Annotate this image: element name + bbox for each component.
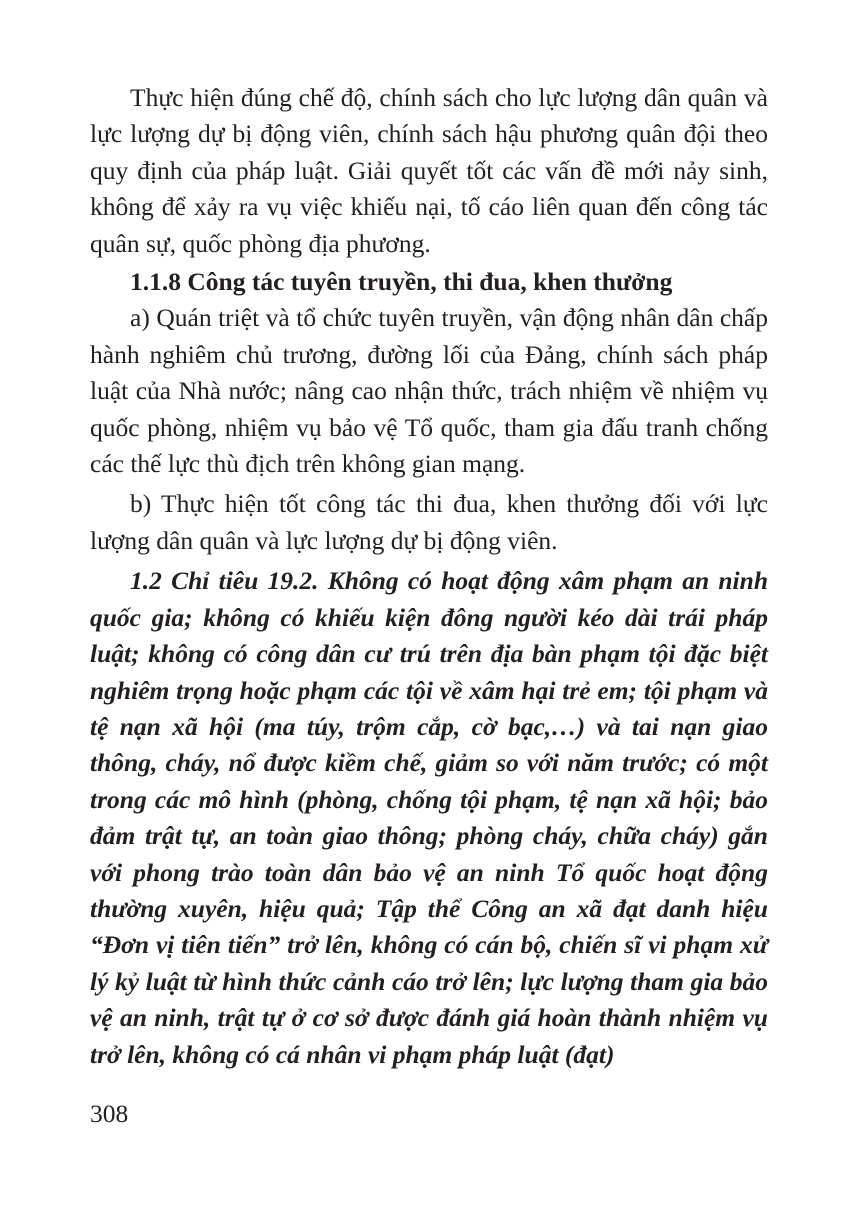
section-heading: 1.1.8 Công tác tuyên truyền, thi đua, khen thưởng: [130, 267, 673, 297]
policy-paragraph: Thực hiện đúng chế độ, chính sách cho lực lượng dân quân và lực lượng dự bị động viên, chính sách hậu phương quân đội theo quy định của pháp luật. Giải quyết tốt các vấn đề mới nảy sinh, không để xảy ra vụ việc khiếu nại, tố cáo liên quan đến công tác quân sự, quốc phòng địa phương.: [90, 83, 768, 258]
indicator-paragraph: 1.2 Chỉ tiêu 19.2. Không có hoạt động xâm phạm an ninh quốc gia; không có khiếu kiện đông người kéo dài trái pháp luật; không có công dân cư trú trên địa bàn phạm tội đặc biệt nghiêm trọng hoặc phạm các tội về xâm hại trẻ em; tội phạm và tệ nạn xã hội (ma túy, trộm cắp, cờ bạc,…) và tai nạn giao thông, cháy, nổ được kiềm chế, giảm so với năm trước; có một trong các mô hình (phòng, chống tội phạm, tệ nạn xã hội; bảo đảm trật tự, an toàn giao thông; phòng cháy, chữa cháy) gắn với phong trào toàn dân bảo vệ an ninh Tổ quốc hoạt động thường xuyên, hiệu quả; Tập thể Công an xã đạt danh hiệu “Đơn vị tiên tiến” trở lên, không có cán bộ, chiến sĩ vi phạm xử lý kỷ luật từ hình thức cảnh cáo trở lên; lực lượng tham gia bảo vệ an ninh, trật tự ở cơ sở được đánh giá hoàn thành nhiệm vụ trở lên, không có cá nhân vi phạm pháp luật (đạt): [90, 566, 768, 1069]
page-body: [90, 80, 768, 1073]
item-b-paragraph: b) Thực hiện tốt công tác thi đua, khen thưởng đối với lực lượng dân quân và lực lượng dự bị động viên.: [90, 489, 768, 555]
item-a-paragraph: a) Quán triệt và tổ chức tuyên truyền, vận động nhân dân chấp hành nghiêm chủ trương, đường lối của Đảng, chính sách pháp luật của Nhà nước; nâng cao nhận thức, trách nhiệm về nhiệm vụ quốc phòng, nhiệm vụ bảo vệ Tổ quốc, tham gia đấu tranh chống các thế lực thù địch trên không gian mạng.: [90, 303, 768, 479]
page-number: 308: [90, 1099, 129, 1128]
